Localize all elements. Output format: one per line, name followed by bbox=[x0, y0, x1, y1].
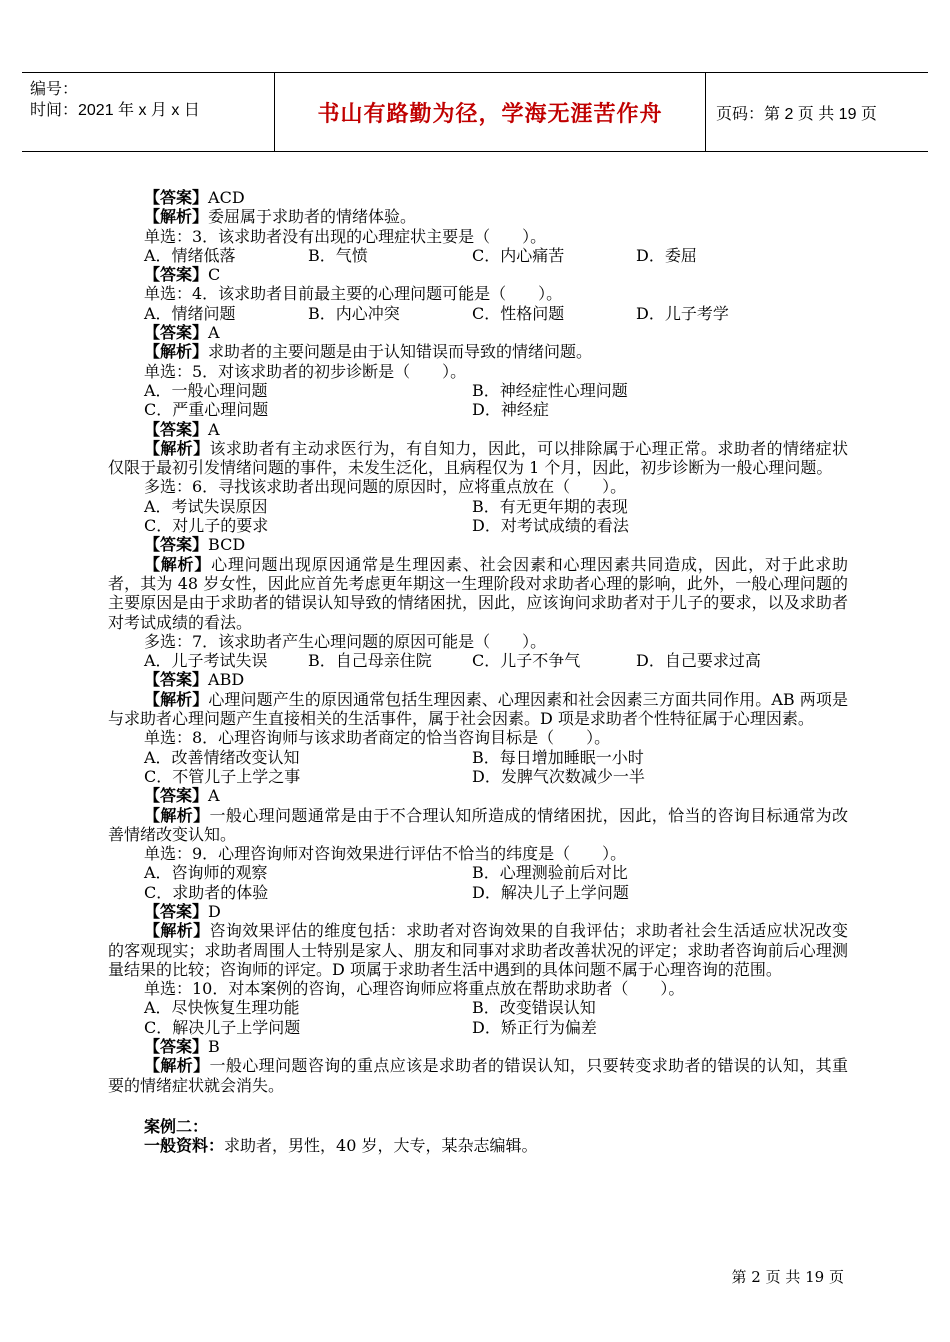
answer-line: 【答案】A bbox=[144, 786, 220, 806]
option: B．气愤 bbox=[308, 245, 368, 265]
option: B．改变错误认知 bbox=[472, 998, 596, 1018]
header-page-number: 页码：第 2 页 共 19 页 bbox=[716, 105, 877, 123]
analysis-paragraph: 【解析】心理问题产生的原因通常包括生理因素、心理因素和社会因素三方面共同作用。AB 两项是与求助者心理问题产生直接相关的生活事件，属于社会因素。D 项是求助者个性特征属于心理因素。 bbox=[108, 689, 848, 729]
answer-line: 【答案】B bbox=[144, 1037, 220, 1057]
options-q8 bbox=[108, 748, 848, 767]
options-q10 bbox=[108, 1018, 848, 1037]
option: C．内心痛苦 bbox=[472, 245, 565, 265]
question-9: 单选：9．心理咨询师对咨询效果进行评估不恰当的纬度是（ ）。 bbox=[144, 844, 627, 864]
option: C．求助者的体验 bbox=[144, 882, 269, 902]
question-5: 单选：5．对该求助者的初步诊断是（ ）。 bbox=[144, 361, 467, 381]
options-q6 bbox=[108, 497, 848, 516]
option: A．考试失误原因 bbox=[144, 496, 268, 516]
page-header bbox=[22, 72, 928, 152]
option: A．一般心理问题 bbox=[144, 380, 268, 400]
option: D．自己要求过高 bbox=[636, 651, 761, 671]
option: B．有无更年期的表现 bbox=[472, 496, 628, 516]
option: B．神经症性心理问题 bbox=[472, 380, 628, 400]
option: D．发脾气次数减少一半 bbox=[472, 766, 645, 786]
option: B．心理测验前后对比 bbox=[472, 863, 628, 883]
options-q10 bbox=[108, 998, 848, 1017]
analysis-line: 【解析】委屈属于求助者的情绪体验。 bbox=[144, 207, 417, 227]
option: B．内心冲突 bbox=[308, 303, 400, 323]
answer-line: 【答案】D bbox=[144, 901, 221, 921]
answer-line: 【答案】C bbox=[144, 265, 221, 285]
options-q8 bbox=[108, 767, 848, 786]
header-motto: 书山有路勤为径，学海无涯苦作舟 bbox=[274, 73, 706, 151]
option: A．情绪低落 bbox=[144, 245, 236, 265]
question-4: 单选：4．该求助者目前最主要的心理问题可能是（ ）。 bbox=[144, 284, 563, 304]
option: D．矫正行为偏差 bbox=[472, 1017, 597, 1037]
document-body bbox=[108, 188, 848, 1156]
option: C．对儿子的要求 bbox=[144, 516, 269, 536]
option: A．儿子考试失误 bbox=[144, 651, 268, 671]
option: C．性格问题 bbox=[472, 303, 565, 323]
case-title: 案例二： bbox=[144, 1116, 209, 1136]
options-q3 bbox=[108, 246, 848, 265]
header-serial: 编号： bbox=[30, 81, 79, 98]
analysis-paragraph: 【解析】咨询效果评估的维度包括：求助者对咨询效果的自我评估；求助者社会生活适应状况改变的客观现实；求助者周围人士特别是家人、朋友和同事对求助者改善状况的评定；求助者咨询前后心理测量结果的比较；咨询师的评定。D 项属于求助者生活中遇到的具体问题不属于心理咨询的范围。 bbox=[108, 921, 848, 979]
analysis-paragraph: 【解析】一般心理问题通常是由于不合理认知所造成的情绪困扰，因此，恰当的咨询目标通常为改善情绪改变认知。 bbox=[108, 805, 848, 844]
answer-line: 【答案】ABD bbox=[144, 670, 245, 690]
option: C．严重心理问题 bbox=[144, 400, 269, 420]
analysis-paragraph: 【解析】该求助者有主动求医行为，有自知力，因此，可以排除属于心理正常。求助者的情绪症状仅限于最初引发情绪问题的事件，未发生泛化，且病程仅为 1 个月，因此，初步诊断为一般心理问题。 bbox=[108, 438, 848, 478]
option: D．儿子考学 bbox=[636, 303, 729, 323]
option: B．自己母亲住院 bbox=[308, 651, 432, 671]
question-3: 单选：3．该求助者没有出现的心理症状主要是（ ）。 bbox=[144, 226, 547, 246]
option: D．解决儿子上学问题 bbox=[472, 882, 629, 902]
option: A．咨询师的观察 bbox=[144, 863, 268, 883]
options-q5 bbox=[108, 381, 848, 400]
header-meta bbox=[30, 79, 260, 121]
answer-line: 【答案】A bbox=[144, 419, 220, 439]
question-7: 多选：7．该求助者产生心理问题的原因可能是（ ）。 bbox=[144, 631, 547, 651]
options-q9 bbox=[108, 883, 848, 902]
option: C．解决儿子上学问题 bbox=[144, 1017, 301, 1037]
analysis-paragraph: 【解析】心理问题出现原因通常是生理因素、社会因素和心理因素共同造成，因此，对于此求助者，其为 48 岁女性，因此应首先考虑更年期这一生理阶段对求助者心理的影响，此外，一般心理问题的主要原因是由于求助者的错误认知导致的情绪困扰，因此，应该询问求助者对于儿子的要求，以及求助者对考试成绩的看法。 bbox=[108, 554, 848, 632]
general-info: 一般资料：求助者，男性，40 岁，大专，某杂志编辑。 bbox=[144, 1136, 538, 1156]
question-6: 多选：6．寻找该求助者出现问题的原因时，应将重点放在（ ）。 bbox=[144, 477, 627, 497]
answer-line: 【答案】BCD bbox=[144, 535, 246, 555]
options-q6 bbox=[108, 516, 848, 535]
options-q9 bbox=[108, 863, 848, 882]
question-10: 单选：10．对本案例的咨询，心理咨询师应将重点放在帮助求助者（ ）。 bbox=[144, 979, 685, 999]
option: A．改善情绪改变认知 bbox=[144, 747, 300, 767]
option: A．尽快恢复生理功能 bbox=[144, 998, 300, 1018]
analysis-paragraph: 【解析】一般心理问题咨询的重点应该是求助者的错误认知，只要转变求助者的错误的认知，其重要的情绪症状就会消失。 bbox=[108, 1056, 848, 1095]
answer-line: 【答案】ACD bbox=[144, 188, 245, 207]
question-8: 单选：8．心理咨询师与该求助者商定的恰当咨询目标是（ ）。 bbox=[144, 728, 611, 748]
option: C．儿子不争气 bbox=[472, 651, 581, 671]
option: C．不管儿子上学之事 bbox=[144, 766, 301, 786]
page-footer: 第 2 页 共 19 页 bbox=[731, 1268, 844, 1286]
option: D．委屈 bbox=[636, 245, 697, 265]
option: D．神经症 bbox=[472, 400, 549, 420]
option: D．对考试成绩的看法 bbox=[472, 516, 629, 536]
option: B．每日增加睡眠一小时 bbox=[472, 747, 644, 767]
header-date: 时间：2021 年 x 月 x 日 bbox=[30, 102, 200, 119]
option: A．情绪问题 bbox=[144, 303, 236, 323]
options-q4 bbox=[108, 304, 848, 323]
options-q5 bbox=[108, 400, 848, 419]
options-q7 bbox=[108, 651, 848, 670]
analysis-line: 【解析】求助者的主要问题是由于认知错误而导致的情绪问题。 bbox=[144, 342, 593, 362]
answer-line: 【答案】A bbox=[144, 323, 220, 343]
